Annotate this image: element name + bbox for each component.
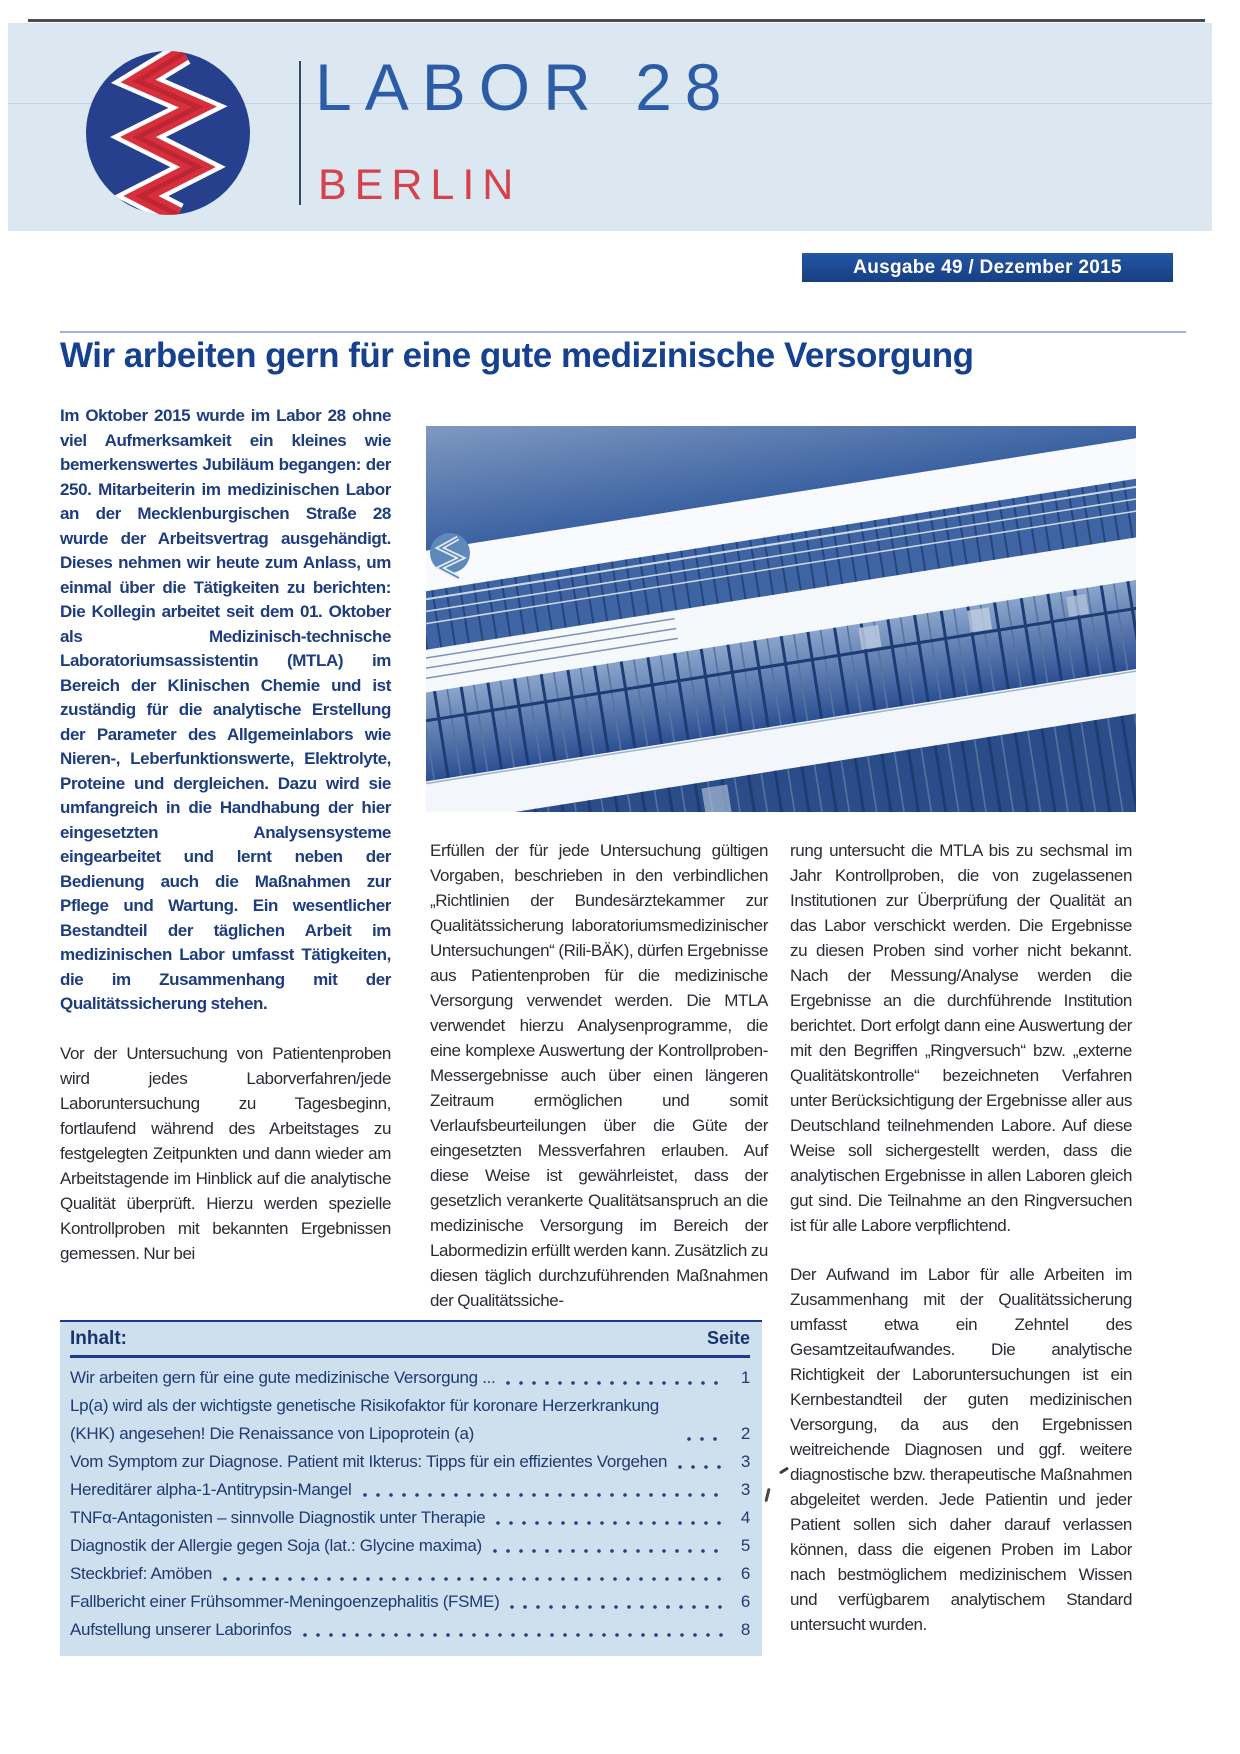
toc-item [70, 1476, 750, 1504]
toc-item-title: Vom Symptom zur Diagnose. Patient mit Ikterus: Tipps für ein effizientes Vorgehen [70, 1452, 668, 1471]
pen-mark [764, 1488, 770, 1502]
toc-leader-dots [686, 1436, 726, 1442]
toc-item [70, 1392, 750, 1448]
article-column-middle [430, 838, 768, 1313]
toc-page-label: Seite [706, 1328, 750, 1348]
headline-top-rule [60, 331, 1186, 333]
toc-item-title: Fallbericht einer Frühsommer-Meningoenzephalitis (FSME) [70, 1592, 500, 1611]
toc-leader-dots [492, 1548, 726, 1554]
toc-item-page: 6 [740, 1564, 750, 1583]
article-headline: Wir arbeiten gern für eine gute medizinische Versorgung [60, 336, 974, 375]
table-of-contents [60, 1320, 762, 1656]
toc-list [70, 1358, 750, 1644]
toc-item-page: 6 [740, 1592, 750, 1611]
body-paragraph: rung untersucht die MTLA bis zu sechsmal im Jahr Kontrollproben, die von zugelassenen Institutionen zur Überprüfung der Qualität an das Labor verschickt werden. Die Ergebnisse zu diesen Proben sind vorher nicht bekannt. Nach der Messung/Analyse werden die Ergebnisse an die durchführende Institution berichtet. Dort erfolgt dann eine Auswertung der mit den Begriffen „Ringversuch“ bzw. „externe Qualitätskontrolle“ bezeichneten Verfahren unter Berücksichtigung der Ergebnisse aller aus Deutschland teilnehmenden Labore. Auf diese Weise soll sichergestellt werden, dass die analytischen Ergebnisse in allen Laboren gleich gut sind. Die Teilnahme an den Ringversuchen ist für alle Labore verpflichtend. [790, 841, 1132, 1235]
body-paragraph: Der Aufwand im Labor für alle Arbeiten im Zusammenhang mit der Qualitätssicherung umfasst etwa ein Zehntel des Gesamtzeitaufwandes. Die analytische Richtigkeit der Laboruntersuchungen ist ein Kernbestandteil der guten medizinischen Versorgung, da aus den Ergebnissen weitreichende Diagnosen und ggf. weitere diagnostische bzw. therapeutische Maßnahmen abgeleitet werden. Jede Patientin und jeder Patient sollen sich daher darauf verlassen können, dass die eigenen Proben im Labor nach bestmöglichem medizinischem Wissen und verfügbarem analytischem Standard untersucht wurden. [790, 1265, 1132, 1634]
toc-item-page: 4 [740, 1508, 750, 1527]
toc-item-title: Wir arbeiten gern für eine gute medizinische Versorgung ... [70, 1368, 496, 1387]
toc-item [70, 1532, 750, 1560]
toc-item-page: 3 [740, 1480, 750, 1499]
building-photo [426, 426, 1136, 812]
toc-item [70, 1364, 750, 1392]
toc-leader-dots [495, 1520, 726, 1526]
toc-item-title: Diagnostik der Allergie gegen Soja (lat.: Glycine maxima) [70, 1536, 482, 1555]
building-photo-image [426, 426, 1136, 812]
header-band [8, 23, 1212, 231]
article-column-right [790, 838, 1132, 1637]
toc-item-page: 1 [740, 1368, 750, 1387]
toc-item-title: Hereditärer alpha-1-Antitrypsin-Mangel [70, 1480, 352, 1499]
toc-header [70, 1322, 750, 1358]
toc-item-page: 2 [740, 1424, 750, 1443]
toc-item [70, 1504, 750, 1532]
toc-item-page: 8 [740, 1620, 750, 1639]
toc-leader-dots [677, 1464, 726, 1470]
toc-leader-dots [302, 1632, 726, 1638]
toc-leader-dots [509, 1604, 726, 1610]
pen-mark [779, 1467, 789, 1475]
toc-item-title: TNFα-Antagonisten – sinnvolle Diagnostik unter Therapie [70, 1508, 486, 1527]
toc-leader-dots [505, 1380, 726, 1386]
article-column-left [60, 404, 391, 1266]
issue-badge: Ausgabe 49 / Dezember 2015 [802, 253, 1173, 282]
brand-title: LABOR 28 [315, 50, 735, 124]
toc-item-page: 3 [740, 1452, 750, 1471]
lead-paragraph: Im Oktober 2015 wurde im Labor 28 ohne viel Aufmerksamkeit ein kleines wie bemerkenswertes Jubiläum begangen: der 250. Mitarbeiterin im medizinischen Labor an der Mecklenburgischen Straße 28 wurde der Arbeitsvertrag ausgehändigt. Dieses nehmen wir heute zum Anlass, um einmal über die Tätigkeiten zu berichten: Die Kollegin arbeitet seit dem 01. Oktober als Medizinisch-technische Laboratoriumsassistentin (MTLA) im Bereich der Klinischen Chemie und ist zuständig für die analytische Erstellung der Parameter des Allgemeinlabors wie Nieren-, Leberfunktionswerte, Elektrolyte, Proteine und dergleichen. Dazu wird sie umfangreich in die Handhabung der hier eingesetzten Analysensysteme eingearbeitet und lernt neben der Bedienung auch die Maßnahmen zur Pflege und Wartung. Ein wesentlicher Bestandteil der täglichen Arbeit im medizinischen Labor umfasst Tätigkeiten, die im Zusammenhang mit der Qualitätssicherung stehen. [60, 406, 391, 1013]
toc-item [70, 1560, 750, 1588]
brand-subtitle: BERLIN [318, 161, 522, 209]
logo-divider-line [299, 61, 301, 205]
toc-leader-dots [222, 1576, 726, 1582]
toc-item [70, 1448, 750, 1476]
toc-title: Inhalt: [70, 1328, 127, 1349]
body-paragraph: Vor der Untersuchung von Patientenproben wird jedes Laborverfahren/jede Laboruntersuchung zu Tagesbeginn, fortlaufend während des Arbeitstages zu festgelegten Zeitpunkten und dann wieder am Arbeitstagende im Hinblick auf die analytische Qualität überprüft. Hierzu werden spezielle Kontrollproben mit bekannten Ergebnissen gemessen. Nur bei [60, 1043, 391, 1263]
toc-item-title: Aufstellung unserer Laborinfos [70, 1620, 292, 1639]
toc-item-title: Steckbrief: Amöben [70, 1564, 213, 1583]
toc-item-page: 5 [740, 1536, 750, 1555]
body-paragraph: Erfüllen der für jede Untersuchung gültigen Vorgaben, beschrieben in den verbindlichen „Richtlinien der Bundesärztekammer zur Qualitätssicherung laboratoriumsmedizinischer Untersuchungen“ (Rili-BÄK), dürfen Ergebnisse aus Patientenproben für die medizinische Versorgung verwendet werden. Die MTLA verwendet hierzu Analysenprogramme, die eine komplexe Auswertung der Kontrollproben-Messergebnisse auch über einen längeren Zeitraum ermöglichen und somit Verlaufsbeurteilungen über die Güte der eingesetzten Messverfahren erlauben. Auf diese Weise ist gewährleistet, dass der gesetzlich verankerte Qualitätsanspruch an die medizinische Versorgung im Bereich der Labormedizin erfüllt werden kann. Zusätzlich zu diesen täglich durchzuführenden Maßnahmen der Qualitätssiche- [430, 841, 768, 1310]
toc-leader-dots [362, 1492, 726, 1498]
toc-item-title: Lp(a) wird als der wichtigste genetische Risikofaktor für koronare Herzerkrankung (KHK) angesehen! Die Renaissance von Lipoprotein (a) [70, 1396, 659, 1443]
labor28-dna-logo-icon [84, 49, 252, 217]
toc-item [70, 1616, 750, 1644]
page-top-edge-line [28, 19, 1205, 22]
toc-item [70, 1588, 750, 1616]
